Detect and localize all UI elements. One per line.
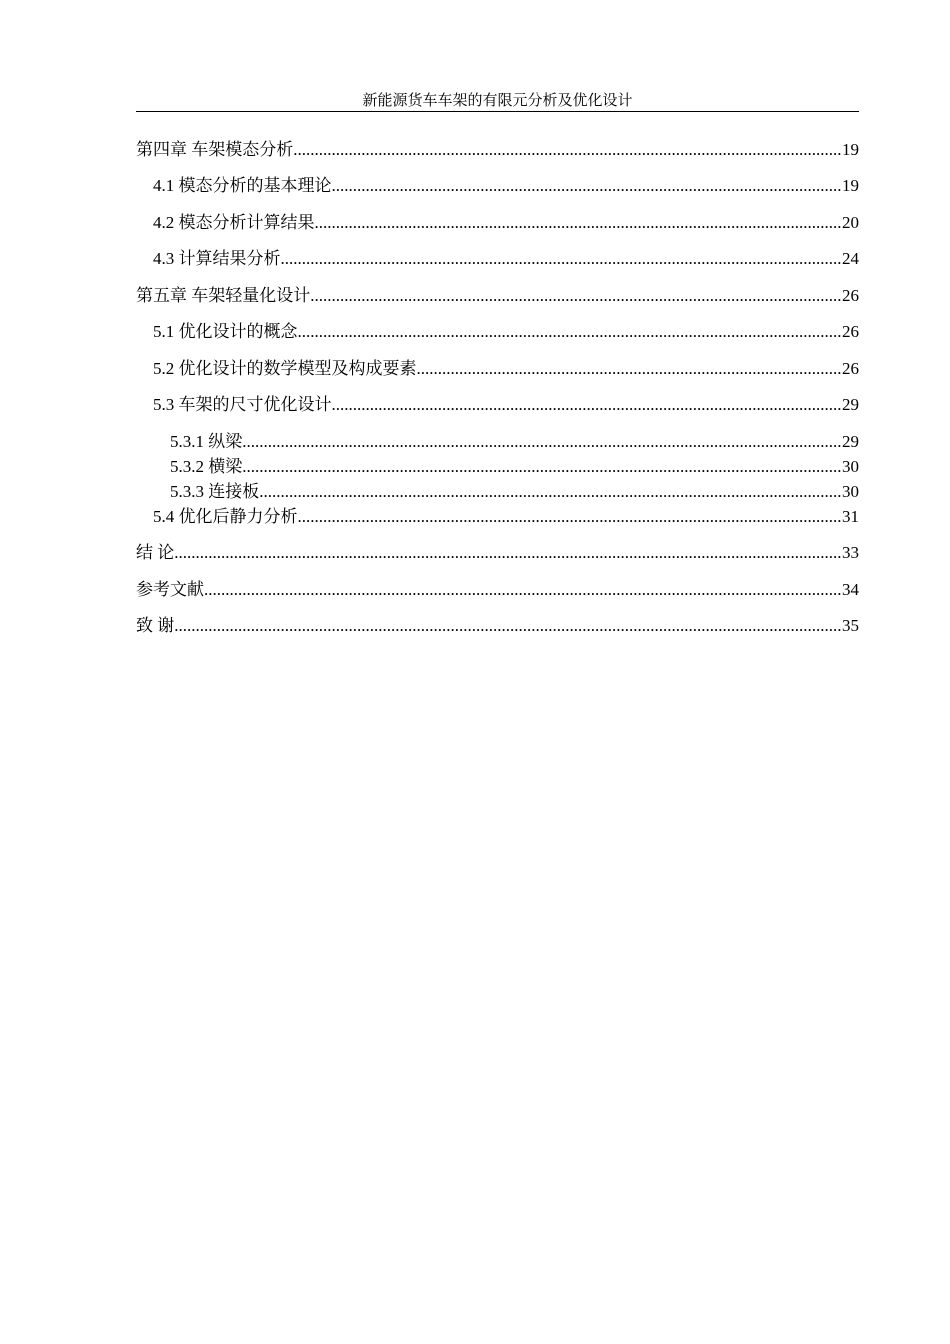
- toc-entry-title: 5.1 优化设计的概念: [153, 322, 298, 341]
- toc-entry-5-3-3[interactable]: [0, 482, 859, 502]
- toc-entry-title: 致 谢: [136, 616, 175, 635]
- toc-leader-dots: [204, 580, 842, 600]
- toc-entry-conclusion[interactable]: [0, 543, 859, 563]
- toc-entry-page: 31: [842, 507, 859, 526]
- toc-entry-title: 参考文献: [136, 580, 204, 599]
- toc-entry-page: 29: [842, 395, 859, 414]
- toc-entry-page: 26: [842, 322, 859, 341]
- toc-leader-dots: [281, 249, 843, 269]
- toc-entry-5-3[interactable]: [0, 395, 859, 415]
- toc-entry-page: 19: [842, 176, 859, 195]
- toc-entry-page: 33: [842, 543, 859, 562]
- toc-leader-dots: [259, 482, 842, 502]
- toc-entry-page: 19: [842, 140, 859, 159]
- toc-leader-dots: [174, 543, 842, 563]
- toc-entry-4-1[interactable]: [0, 176, 859, 196]
- toc-entry-title: 5.3.3 连接板: [170, 482, 260, 501]
- toc-entry-page: 34: [842, 580, 859, 599]
- toc-entry-title: 5.4 优化后静力分析: [153, 507, 298, 526]
- toc-entry-references[interactable]: [0, 580, 859, 600]
- toc-entry-page: 29: [842, 432, 859, 451]
- toc-entry-title: 结 论: [136, 543, 175, 562]
- toc-entry-title: 第四章 车架模态分析: [136, 140, 294, 159]
- toc-entry-acknowledgements[interactable]: [0, 616, 859, 636]
- toc-entry-title: 4.1 模态分析的基本理论: [153, 176, 332, 195]
- header-title: 新能源货车车架的有限元分析及优化设计: [362, 93, 633, 109]
- toc-entry-5-2[interactable]: [0, 359, 859, 379]
- toc-leader-dots: [242, 457, 842, 477]
- toc-entry-title: 5.3.1 纵梁: [170, 432, 243, 451]
- header-divider: [136, 111, 859, 112]
- toc-leader-dots: [298, 507, 843, 527]
- toc-entry-title: 4.3 计算结果分析: [153, 249, 281, 268]
- toc-entry-page: 24: [842, 249, 859, 268]
- toc-leader-dots: [310, 286, 842, 306]
- toc-entry-page: 30: [842, 482, 859, 501]
- toc-entry-5-4[interactable]: [0, 507, 859, 527]
- toc-leader-dots: [242, 432, 842, 452]
- toc-entry-title: 第五章 车架轻量化设计: [136, 286, 311, 305]
- toc-leader-dots: [315, 213, 843, 233]
- toc-leader-dots: [174, 616, 842, 636]
- toc-entry-page: 35: [842, 616, 859, 635]
- toc-entry-title: 5.2 优化设计的数学模型及构成要素: [153, 359, 417, 378]
- toc-entry-4-3[interactable]: [0, 249, 859, 269]
- toc-entry-page: 26: [842, 286, 859, 305]
- toc-entry-5-1[interactable]: [0, 322, 859, 342]
- toc-entry-page: 30: [842, 457, 859, 476]
- toc-leader-dots: [298, 322, 843, 342]
- toc-entry-title: 5.3 车架的尺寸优化设计: [153, 395, 332, 414]
- toc-entry-4-2[interactable]: [0, 213, 859, 233]
- toc-entry-page: 26: [842, 359, 859, 378]
- toc-leader-dots: [293, 140, 842, 160]
- toc-entry-page: 20: [842, 213, 859, 232]
- toc-entry-chapter-5[interactable]: [0, 286, 859, 306]
- toc-leader-dots: [332, 176, 843, 196]
- toc-entry-5-3-1[interactable]: [0, 432, 859, 452]
- toc-leader-dots: [332, 395, 843, 415]
- toc-entry-title: 5.3.2 横梁: [170, 457, 243, 476]
- toc-entry-chapter-4[interactable]: [0, 140, 859, 160]
- toc-entry-5-3-2[interactable]: [0, 457, 859, 477]
- toc-entry-title: 4.2 模态分析计算结果: [153, 213, 315, 232]
- toc-leader-dots: [417, 359, 843, 379]
